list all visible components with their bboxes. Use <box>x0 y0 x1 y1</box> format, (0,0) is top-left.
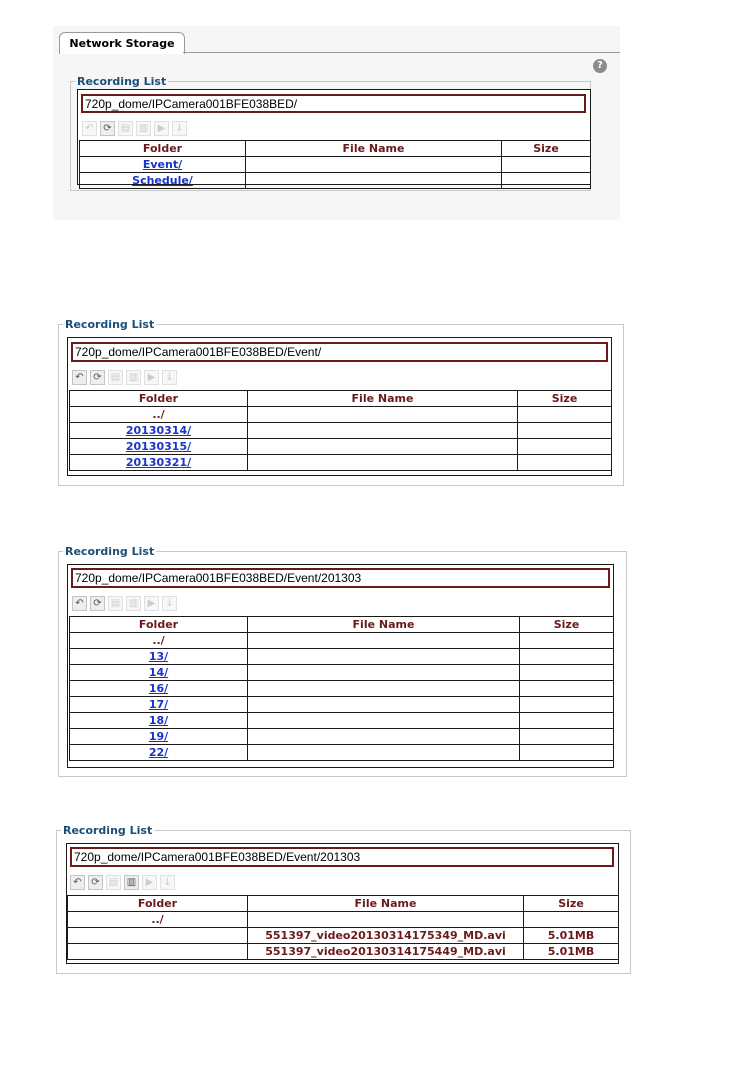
play-icon[interactable]: ▶ <box>154 121 169 136</box>
size-cell: 5.01MB <box>524 928 619 944</box>
file-name-cell <box>248 423 518 439</box>
file-table <box>79 140 591 189</box>
delete-icon[interactable]: ▤ <box>108 596 123 611</box>
snapshot-icon[interactable]: ▥ <box>126 370 141 385</box>
play-icon[interactable]: ▶ <box>144 370 159 385</box>
size-cell <box>520 665 614 681</box>
header-folder: Folder <box>70 391 248 407</box>
tab-divider <box>183 52 620 53</box>
download-icon[interactable]: ↓ <box>162 596 177 611</box>
file-name-cell <box>248 649 520 665</box>
size-cell <box>520 713 614 729</box>
size-cell: 5.01MB <box>524 944 619 960</box>
table-header-row <box>68 896 619 912</box>
header-size: Size <box>518 391 612 407</box>
file-name-cell <box>248 681 520 697</box>
folder-link[interactable]: Schedule/ <box>80 173 246 189</box>
file-table <box>69 390 612 471</box>
back-icon[interactable]: ↶ <box>82 121 97 136</box>
size-cell <box>502 157 591 173</box>
toolbar <box>72 596 177 611</box>
table-row <box>80 157 591 173</box>
play-icon[interactable]: ▶ <box>144 596 159 611</box>
delete-icon[interactable]: ▤ <box>108 370 123 385</box>
file-name-cell <box>248 697 520 713</box>
table-row <box>70 745 614 761</box>
back-icon[interactable]: ↶ <box>72 596 87 611</box>
toolbar <box>72 370 177 385</box>
file-table <box>67 895 619 960</box>
table-row <box>70 697 614 713</box>
delete-icon[interactable]: ▤ <box>118 121 133 136</box>
recording-list-legend: Recording List <box>77 75 167 88</box>
size-cell <box>520 697 614 713</box>
header-size: Size <box>524 896 619 912</box>
header-folder: Folder <box>80 141 246 157</box>
size-cell <box>518 455 612 471</box>
network-storage-panel <box>53 26 620 220</box>
refresh-icon[interactable]: ⟳ <box>90 596 105 611</box>
toolbar <box>82 121 187 136</box>
file-name-cell <box>246 157 502 173</box>
table-row <box>68 912 619 928</box>
refresh-icon[interactable]: ⟳ <box>90 370 105 385</box>
refresh-icon[interactable]: ⟳ <box>88 875 103 890</box>
table-header-row <box>80 141 591 157</box>
download-icon[interactable]: ↓ <box>162 370 177 385</box>
snapshot-icon[interactable]: ▥ <box>136 121 151 136</box>
file-name-cell <box>248 713 520 729</box>
recording-list-legend: Recording List <box>65 545 155 558</box>
table-row <box>70 649 614 665</box>
recording-list-legend: Recording List <box>65 318 155 331</box>
header-size: Size <box>502 141 591 157</box>
table-row <box>70 729 614 745</box>
path-field[interactable]: 720p_dome/IPCamera001BFE038BED/Event/201303 <box>71 568 610 588</box>
back-icon[interactable]: ↶ <box>72 370 87 385</box>
snapshot-icon[interactable]: ▥ <box>126 596 141 611</box>
folder-link[interactable]: 13/ <box>70 649 248 665</box>
folder-link[interactable]: 14/ <box>70 665 248 681</box>
file-name-cell <box>248 455 518 471</box>
size-cell <box>520 745 614 761</box>
table-row <box>70 665 614 681</box>
file-table <box>69 616 614 761</box>
path-field[interactable]: 720p_dome/IPCamera001BFE038BED/ <box>81 94 586 113</box>
table-header-row <box>70 617 614 633</box>
header-file-name: File Name <box>248 617 520 633</box>
header-folder: Folder <box>68 896 248 912</box>
file-name-cell <box>248 729 520 745</box>
table-row <box>70 681 614 697</box>
folder-link[interactable]: Event/ <box>80 157 246 173</box>
parent-folder-link[interactable]: ../ <box>68 912 248 928</box>
folder-link[interactable]: 22/ <box>70 745 248 761</box>
table-row <box>70 407 612 423</box>
path-field[interactable]: 720p_dome/IPCamera001BFE038BED/Event/ <box>71 342 608 362</box>
file-name-cell <box>248 407 518 423</box>
table-row <box>70 713 614 729</box>
download-icon[interactable]: ↓ <box>172 121 187 136</box>
file-name-cell <box>248 665 520 681</box>
folder-link[interactable]: 20130314/ <box>70 423 248 439</box>
file-name-cell <box>248 912 524 928</box>
tab-network-storage[interactable]: Network Storage <box>59 32 185 54</box>
table-row <box>70 455 612 471</box>
play-icon[interactable]: ▶ <box>142 875 157 890</box>
folder-link[interactable]: 16/ <box>70 681 248 697</box>
file-name-cell <box>248 633 520 649</box>
table-row <box>70 633 614 649</box>
parent-folder-link[interactable]: ../ <box>70 407 248 423</box>
folder-link[interactable]: 20130315/ <box>70 439 248 455</box>
toolbar <box>70 875 175 890</box>
size-cell <box>520 649 614 665</box>
file-name-cell[interactable]: 551397_video20130314175349_MD.avi <box>248 928 524 944</box>
table-row[interactable] <box>68 928 619 944</box>
recording-list-legend: Recording List <box>63 824 153 837</box>
path-field[interactable]: 720p_dome/IPCamera001BFE038BED/Event/201303 <box>70 847 614 867</box>
size-cell <box>520 681 614 697</box>
snapshot-icon[interactable]: ▥ <box>124 875 139 890</box>
header-size: Size <box>520 617 614 633</box>
header-file-name: File Name <box>246 141 502 157</box>
header-file-name: File Name <box>248 896 524 912</box>
parent-folder-link[interactable]: ../ <box>70 633 248 649</box>
header-folder: Folder <box>70 617 248 633</box>
help-icon[interactable]: ? <box>593 59 607 73</box>
delete-icon[interactable]: ▤ <box>106 875 121 890</box>
header-file-name: File Name <box>248 391 518 407</box>
refresh-icon[interactable]: ⟳ <box>100 121 115 136</box>
folder-link[interactable]: 19/ <box>70 729 248 745</box>
file-name-cell[interactable]: 551397_video20130314175449_MD.avi <box>248 944 524 960</box>
file-name-cell <box>246 173 502 189</box>
back-icon[interactable]: ↶ <box>70 875 85 890</box>
file-name-cell <box>248 439 518 455</box>
size-cell <box>518 423 612 439</box>
table-row <box>70 423 612 439</box>
folder-cell <box>68 928 248 944</box>
size-cell <box>502 173 591 189</box>
size-cell <box>520 633 614 649</box>
folder-link[interactable]: 18/ <box>70 713 248 729</box>
size-cell <box>520 729 614 745</box>
download-icon[interactable]: ↓ <box>160 875 175 890</box>
table-row <box>80 173 591 189</box>
folder-link[interactable]: 20130321/ <box>70 455 248 471</box>
table-header-row <box>70 391 612 407</box>
size-cell <box>518 439 612 455</box>
size-cell <box>524 912 619 928</box>
folder-link[interactable]: 17/ <box>70 697 248 713</box>
table-row <box>70 439 612 455</box>
size-cell <box>518 407 612 423</box>
file-name-cell <box>248 745 520 761</box>
folder-cell <box>68 944 248 960</box>
table-row[interactable] <box>68 944 619 960</box>
